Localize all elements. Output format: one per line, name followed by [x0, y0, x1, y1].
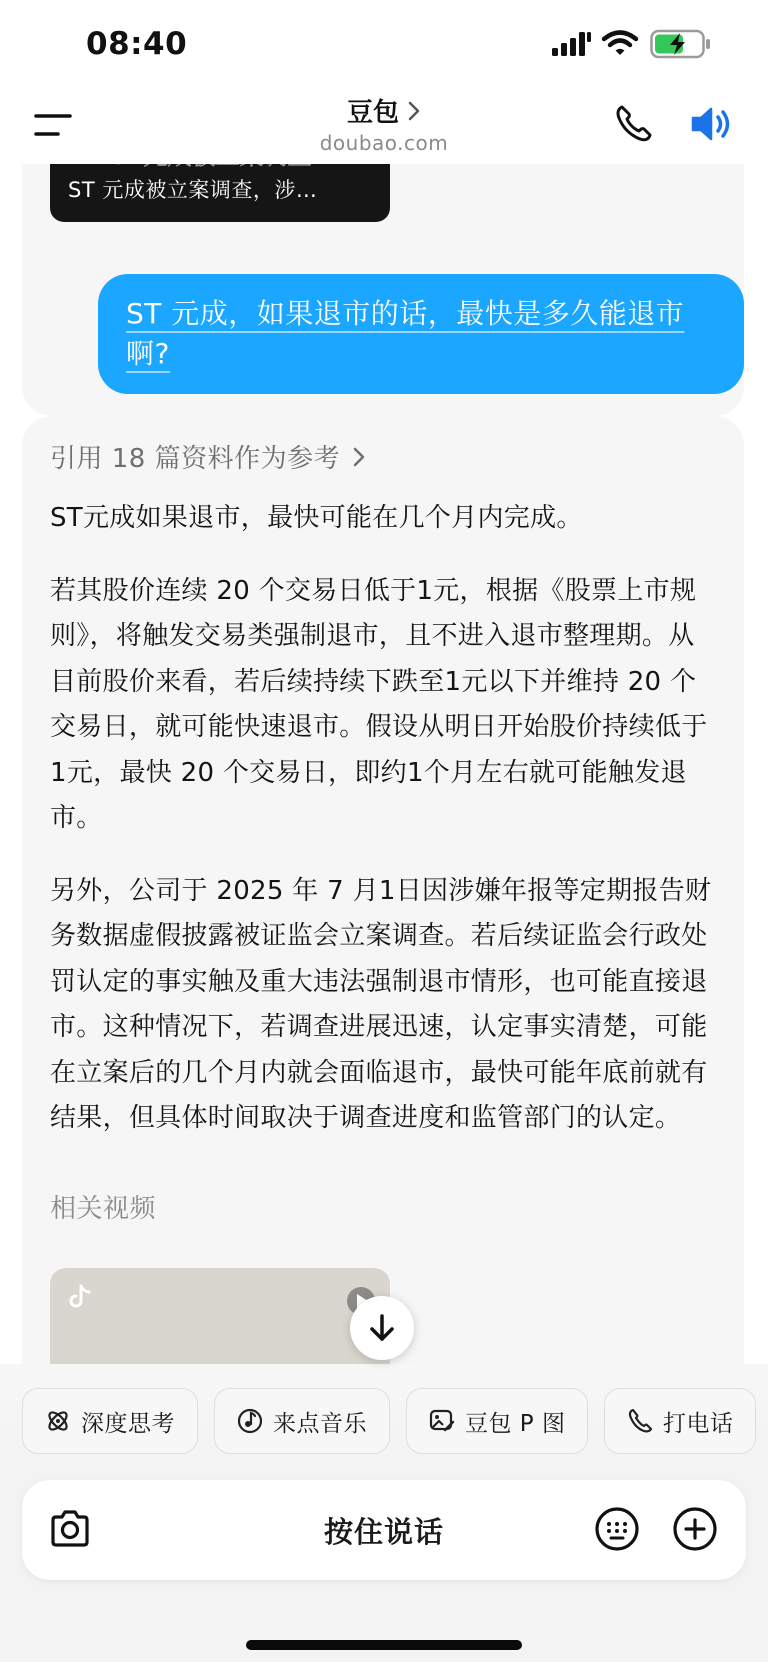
- chip-deep-think[interactable]: [22, 1388, 198, 1454]
- chevron-right-icon: [352, 446, 366, 468]
- status-time: 08:40: [86, 26, 188, 62]
- thumbnail-caption: ST 元成被立案调查，涉…: [68, 178, 318, 202]
- music-icon: [237, 1408, 263, 1434]
- keyboard-icon[interactable]: [594, 1506, 640, 1552]
- atom-icon: [45, 1408, 71, 1434]
- chip-label: 豆包 P 图: [465, 1410, 566, 1437]
- arrow-down-icon: [368, 1313, 396, 1343]
- related-videos-label: 相关视频: [50, 1194, 157, 1224]
- status-bar: [0, 0, 768, 88]
- chevron-right-icon: [407, 101, 421, 121]
- tiktok-icon: [68, 1284, 92, 1310]
- chip-label: 来点音乐: [273, 1410, 367, 1437]
- chat-header: [0, 88, 768, 164]
- chat-scroll-area[interactable]: [0, 164, 768, 1364]
- answer-paragraph: ST元成如果退市，最快可能在几个月内完成。: [50, 503, 583, 533]
- wifi-icon: [602, 30, 638, 58]
- home-indicator: [246, 1640, 522, 1650]
- answer-card: [22, 416, 744, 1416]
- chip-call[interactable]: [604, 1388, 756, 1454]
- cellular-signal-icon: [552, 30, 592, 58]
- image-edit-icon: [429, 1408, 455, 1434]
- speaker-icon[interactable]: [690, 104, 734, 144]
- chat-title[interactable]: 豆包: [346, 98, 399, 128]
- voice-input-bar[interactable]: [22, 1480, 746, 1580]
- references-link[interactable]: [50, 438, 366, 475]
- answer-paragraph: 另外，公司于 2025 年 7 月1日因涉嫌年报等定期报告财务数据虚假披露被证监会立案调查。若后续证监会行政处罚认定的事实触及重大违法强制退市情形，也可能直接退市。这种情况下，若调查进展迅速，认定事实清楚，可能在立案后的几个月内就会面临退市，最快可能年底前就有结果，但具体时间取决于调查进度和监管部门的认定。: [50, 875, 712, 1133]
- input-area: [0, 1464, 768, 1662]
- chip-music[interactable]: [214, 1388, 390, 1454]
- chat-subtitle: doubao.com: [319, 131, 449, 155]
- plus-icon[interactable]: [672, 1506, 718, 1552]
- chip-image-edit[interactable]: [406, 1388, 588, 1454]
- phone-call-icon[interactable]: [614, 104, 652, 144]
- phone-icon: [627, 1408, 653, 1434]
- chip-label: 打电话: [663, 1410, 734, 1437]
- scroll-to-bottom-button[interactable]: [350, 1296, 414, 1360]
- battery-charging-icon: [650, 28, 712, 60]
- answer-paragraph: 若其股价连续 20 个交易日低于1元，根据《股票上市规则》，将触发交易类强制退市，且不进入退市整理期。从目前股价来看，若后续持续下跌至1元以下并维持 20 个交易日，就可能快速退市。假设从明日开始股价持续低于1元，最快 20 个交易日，即约1个月左右就可能触发退市。: [50, 575, 708, 833]
- user-message-bubble[interactable]: [98, 274, 744, 394]
- header-title-block[interactable]: [0, 92, 768, 155]
- answer-body: [50, 496, 720, 1169]
- references-label: 引用 18 篇资料作为参考: [50, 444, 341, 474]
- user-message-text: ST 元成，如果退市的话，最快是多久能退市啊?: [126, 297, 685, 370]
- quick-actions-bar: [0, 1364, 768, 1464]
- chip-label: 深度思考: [81, 1410, 175, 1437]
- hold-to-talk-button[interactable]: 按住说话: [323, 1515, 444, 1549]
